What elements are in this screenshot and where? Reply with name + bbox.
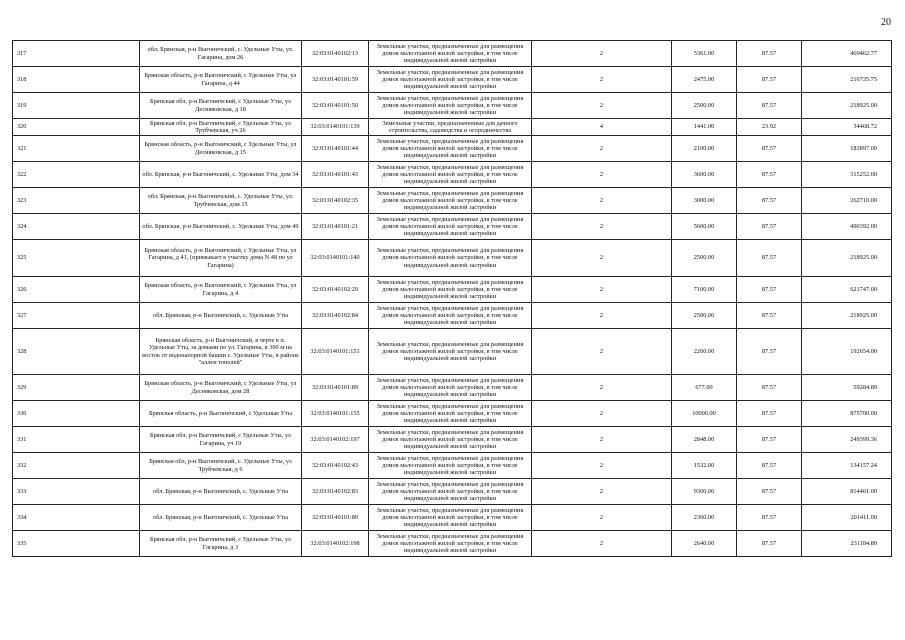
table-row (13, 375, 892, 401)
row-number: 327 (13, 303, 140, 329)
area-cell: 2640.00 (672, 531, 737, 557)
cadastral-number-cell: 32:03:0140102:13 (302, 41, 369, 67)
rate-cell: 87.57 (737, 67, 802, 93)
group-cell: 2 (532, 188, 672, 214)
area-cell: 3600.00 (672, 162, 737, 188)
cadastral-cost-cell: 621747.00 (802, 277, 892, 303)
area-cell: 3000.00 (672, 188, 737, 214)
row-number: 319 (13, 93, 140, 119)
address-cell: обл. Брянская, р-н Выгоничский, с. Удельные Уты, ул. Гагарина, дом 26 (140, 41, 302, 67)
land-use-cell: Земельные участки, предназначенные для дачного строительства, садоводства и огородничества (369, 119, 532, 136)
row-number: 325 (13, 240, 140, 277)
area-cell: 10000.00 (672, 401, 737, 427)
area-cell: 1441.00 (672, 119, 737, 136)
land-use-cell: Земельные участки, предназначенные для размещения домов малоэтажной жилой застройки, в том числе индивидуальной жилой застройки (369, 214, 532, 240)
group-cell: 2 (532, 303, 672, 329)
table-row (13, 303, 892, 329)
address-cell: обл. Брянская, р-н Выгоничский, с. Удельные Уты, дом 49 (140, 214, 302, 240)
cadastral-cost-cell: 469462.77 (802, 41, 892, 67)
rate-cell: 87.57 (737, 505, 802, 531)
group-cell: 2 (532, 277, 672, 303)
group-cell: 2 (532, 453, 672, 479)
table-row (13, 479, 892, 505)
address-cell: обл. Брянская, р-н Выгоничский, с. Удельные Уты, ул. Трубчевская, дом 15 (140, 188, 302, 214)
group-cell: 2 (532, 41, 672, 67)
address-cell: Брянская обл, р-н Выгоничский, с Удельные Уты, ул Десняковская, д 18 (140, 93, 302, 119)
rate-cell: 87.57 (737, 41, 802, 67)
cadastral-number-cell: 32:03:0140102:35 (302, 188, 369, 214)
area-cell: 2500.00 (672, 303, 737, 329)
cadastral-number-cell: 32:03:0140101:50 (302, 93, 369, 119)
cadastral-cost-cell: 315252.00 (802, 162, 892, 188)
area-cell: 7100.00 (672, 277, 737, 303)
rate-cell: 87.57 (737, 303, 802, 329)
cadastral-number-cell: 32:03:0140101:139 (302, 119, 369, 136)
land-use-cell: Земельные участки, предназначенные для размещения домов малоэтажной жилой застройки, в том числе индивидуальной жилой застройки (369, 41, 532, 67)
cadastral-number-cell: 32:03:0140101:140 (302, 240, 369, 277)
group-cell: 2 (532, 162, 672, 188)
area-cell: 2200.00 (672, 329, 737, 375)
table-row (13, 93, 892, 119)
rate-cell: 87.57 (737, 427, 802, 453)
land-use-cell: Земельные участки, предназначенные для размещения домов малоэтажной жилой застройки, в том числе индивидуальной жилой застройки (369, 162, 532, 188)
address-cell: Брянская область, р-н Выгоничский, с Удельные Уты, ул Десняковская, д 15 (140, 136, 302, 162)
area-cell: 2848.00 (672, 427, 737, 453)
row-number: 321 (13, 136, 140, 162)
rate-cell: 87.57 (737, 531, 802, 557)
row-number: 320 (13, 119, 140, 136)
area-cell: 2475.00 (672, 67, 737, 93)
cadastral-cost-cell: 216735.75 (802, 67, 892, 93)
address-cell: Брянская обл, р-н Выгоничский, с Удельные Уты, ул Гагарина, уч 10 (140, 427, 302, 453)
cadastral-number-cell: 32:03:0140102:197 (302, 427, 369, 453)
address-cell: обл. Брянская, р-н Выгоничский, с. Удельные Уты (140, 479, 302, 505)
group-cell: 2 (532, 329, 672, 375)
cadastral-number-cell: 32:03:0140101:59 (302, 67, 369, 93)
cadastral-cost-cell: 59284.89 (802, 375, 892, 401)
land-use-cell: Земельные участки, предназначенные для размещения домов малоэтажной жилой застройки, в том числе индивидуальной жилой застройки (369, 188, 532, 214)
cadastral-number-cell: 32:03:0140101:21 (302, 214, 369, 240)
row-number: 331 (13, 427, 140, 453)
cadastral-cost-cell: 201411.00 (802, 505, 892, 531)
address-cell: Брянская обл, р-н Выгоничский, с Удельные Уты, ул Гагарина, д 3 (140, 531, 302, 557)
row-number: 333 (13, 479, 140, 505)
area-cell: 677.00 (672, 375, 737, 401)
table-row (13, 277, 892, 303)
cadastral-number-cell: 32:03:0140102:29 (302, 277, 369, 303)
group-cell: 2 (532, 375, 672, 401)
cadastral-number-cell: 32:03:0140101:151 (302, 329, 369, 375)
area-cell: 2500.00 (672, 240, 737, 277)
row-number: 317 (13, 41, 140, 67)
table-row (13, 136, 892, 162)
address-cell: Брянская область, р-н Выгоничский, с Удельные Уты, ул Гагарина, д 4 (140, 277, 302, 303)
address-cell: Брянская область, р-н Выгоничский, в черте в п. Удельные Уты, за домами по ул. Гагарина, в 300 м на восток от водонапорной башни с. Удельные Уты, в районе "аллеи тополей" (140, 329, 302, 375)
rate-cell: 87.57 (737, 479, 802, 505)
table-row (13, 67, 892, 93)
address-cell: Брянская область, р-н Выгоничский, с Удельные Уты (140, 401, 302, 427)
land-use-cell: Земельные участки, предназначенные для размещения домов малоэтажной жилой застройки, в том числе индивидуальной жилой застройки (369, 427, 532, 453)
table-row (13, 329, 892, 375)
table-row (13, 453, 892, 479)
rate-cell: 87.57 (737, 277, 802, 303)
cadastral-cost-cell: 490392.00 (802, 214, 892, 240)
cadastral-cost-cell: 218925.00 (802, 93, 892, 119)
address-cell: Брянская обл, р-н Выгоничский, с Удельные Уты, ул Трубчевская, уч 26 (140, 119, 302, 136)
row-number: 323 (13, 188, 140, 214)
address-cell: обл. Брянская, р-н Выгоничский, с. Удельные Уты (140, 505, 302, 531)
cadastral-number-cell: 32:03:0140102:198 (302, 531, 369, 557)
cadastral-number-cell: 32:03:0140102:43 (302, 453, 369, 479)
cadastral-cost-cell: 218925.00 (802, 303, 892, 329)
cadastral-cost-cell: 134157.24 (802, 453, 892, 479)
table-row (13, 505, 892, 531)
table-row (13, 214, 892, 240)
rate-cell: 87.57 (737, 401, 802, 427)
table-row (13, 119, 892, 136)
page-number: 20 (881, 17, 891, 28)
address-cell: Брянская обл, р-н Выгоничский, с. Удельные Уты, ул Трубчевская, д 6 (140, 453, 302, 479)
row-number: 318 (13, 67, 140, 93)
land-registry-table (12, 40, 892, 557)
rate-cell: 87.57 (737, 329, 802, 375)
area-cell: 2500.00 (672, 93, 737, 119)
area-cell: 5361.00 (672, 41, 737, 67)
group-cell: 2 (532, 479, 672, 505)
rate-cell: 87.57 (737, 162, 802, 188)
land-use-cell: Земельные участки, предназначенные для размещения домов малоэтажной жилой застройки, в том числе индивидуальной жилой застройки (369, 329, 532, 375)
land-use-cell: Земельные участки, предназначенные для размещения домов малоэтажной жилой застройки, в том числе индивидуальной жилой застройки (369, 136, 532, 162)
row-number: 330 (13, 401, 140, 427)
address-cell: обл. Брянская, р-н Выгоничский, с. Удельные Уты, дом 34 (140, 162, 302, 188)
cadastral-cost-cell: 231184.80 (802, 531, 892, 557)
table-row (13, 531, 892, 557)
group-cell: 2 (532, 531, 672, 557)
cadastral-number-cell: 32:03:0140102:84 (302, 303, 369, 329)
land-use-cell: Земельные участки, предназначенные для размещения домов малоэтажной жилой застройки, в том числе индивидуальной жилой застройки (369, 401, 532, 427)
row-number: 329 (13, 375, 140, 401)
table-body (13, 41, 892, 557)
rate-cell: 87.57 (737, 136, 802, 162)
cadastral-number-cell: 32:03:0140101:155 (302, 401, 369, 427)
table-row (13, 162, 892, 188)
address-cell: Брянская область, р-н Выгоничский, с Удельные Уты, ул Десняковская, дом 28 (140, 375, 302, 401)
cadastral-cost-cell: 814401.00 (802, 479, 892, 505)
group-cell: 2 (532, 214, 672, 240)
rate-cell: 23.92 (737, 119, 802, 136)
area-cell: 2100.00 (672, 136, 737, 162)
cadastral-cost-cell: 183897.00 (802, 136, 892, 162)
land-use-cell: Земельные участки, предназначенные для размещения домов малоэтажной жилой застройки, в том числе индивидуальной жилой застройки (369, 240, 532, 277)
area-cell: 1532.00 (672, 453, 737, 479)
rate-cell: 87.57 (737, 93, 802, 119)
area-cell: 9300.00 (672, 479, 737, 505)
land-use-cell: Земельные участки, предназначенные для размещения домов малоэтажной жилой застройки, в том числе индивидуальной жилой застройки (369, 479, 532, 505)
cadastral-cost-cell: 34468.72 (802, 119, 892, 136)
cadastral-number-cell: 32:03:0140101:44 (302, 136, 369, 162)
land-use-cell: Земельные участки, предназначенные для размещения домов малоэтажной жилой застройки, в том числе индивидуальной жилой застройки (369, 303, 532, 329)
rate-cell: 87.57 (737, 375, 802, 401)
table-row (13, 427, 892, 453)
group-cell: 2 (532, 136, 672, 162)
cadastral-number-cell: 32:03:0140102:83 (302, 479, 369, 505)
group-cell: 2 (532, 93, 672, 119)
row-number: 326 (13, 277, 140, 303)
group-cell: 2 (532, 427, 672, 453)
group-cell: 2 (532, 240, 672, 277)
area-cell: 2300.00 (672, 505, 737, 531)
cadastral-cost-cell: 262710.00 (802, 188, 892, 214)
group-cell: 2 (532, 505, 672, 531)
rate-cell: 87.57 (737, 453, 802, 479)
cadastral-number-cell: 32:03:0140101:80 (302, 505, 369, 531)
land-use-cell: Земельные участки, предназначенные для размещения домов малоэтажной жилой застройки, в том числе индивидуальной жилой застройки (369, 453, 532, 479)
cadastral-number-cell: 32:03:0140101:89 (302, 375, 369, 401)
table-row (13, 188, 892, 214)
table-row (13, 41, 892, 67)
row-number: 322 (13, 162, 140, 188)
cadastral-cost-cell: 875700.00 (802, 401, 892, 427)
address-cell: обл. Брянская, р-н Выгоничский, с. Удельные Уты (140, 303, 302, 329)
land-use-cell: Земельные участки, предназначенные для размещения домов малоэтажной жилой застройки, в том числе индивидуальной жилой застройки (369, 531, 532, 557)
group-cell: 2 (532, 401, 672, 427)
rate-cell: 87.57 (737, 214, 802, 240)
row-number: 332 (13, 453, 140, 479)
row-number: 328 (13, 329, 140, 375)
land-use-cell: Земельные участки, предназначенные для размещения домов малоэтажной жилой застройки, в том числе индивидуальной жилой застройки (369, 67, 532, 93)
table-row (13, 240, 892, 277)
table-row (13, 401, 892, 427)
row-number: 334 (13, 505, 140, 531)
cadastral-cost-cell: 192654.00 (802, 329, 892, 375)
group-cell: 2 (532, 67, 672, 93)
address-cell: Брянская область, р-н Выгоничский, с Удельные Уты, ул Гагарина, д 41, (примыкает к участку дома N 48 по ул Гагарина) (140, 240, 302, 277)
cadastral-cost-cell: 249399.36 (802, 427, 892, 453)
land-use-cell: Земельные участки, предназначенные для размещения домов малоэтажной жилой застройки, в том числе индивидуальной жилой застройки (369, 93, 532, 119)
cadastral-cost-cell: 218925.00 (802, 240, 892, 277)
rate-cell: 87.57 (737, 240, 802, 277)
rate-cell: 87.57 (737, 188, 802, 214)
land-use-cell: Земельные участки, предназначенные для размещения домов малоэтажной жилой застройки, в том числе индивидуальной жилой застройки (369, 375, 532, 401)
cadastral-number-cell: 32:03:0140101:43 (302, 162, 369, 188)
group-cell: 4 (532, 119, 672, 136)
address-cell: Брянская область, р-н Выгоничский, с Удельные Уты, ул Гагарина, д 44 (140, 67, 302, 93)
area-cell: 5600.00 (672, 214, 737, 240)
land-use-cell: Земельные участки, предназначенные для размещения домов малоэтажной жилой застройки, в том числе индивидуальной жилой застройки (369, 277, 532, 303)
row-number: 324 (13, 214, 140, 240)
land-use-cell: Земельные участки, предназначенные для размещения домов малоэтажной жилой застройки, в том числе индивидуальной жилой застройки (369, 505, 532, 531)
row-number: 335 (13, 531, 140, 557)
